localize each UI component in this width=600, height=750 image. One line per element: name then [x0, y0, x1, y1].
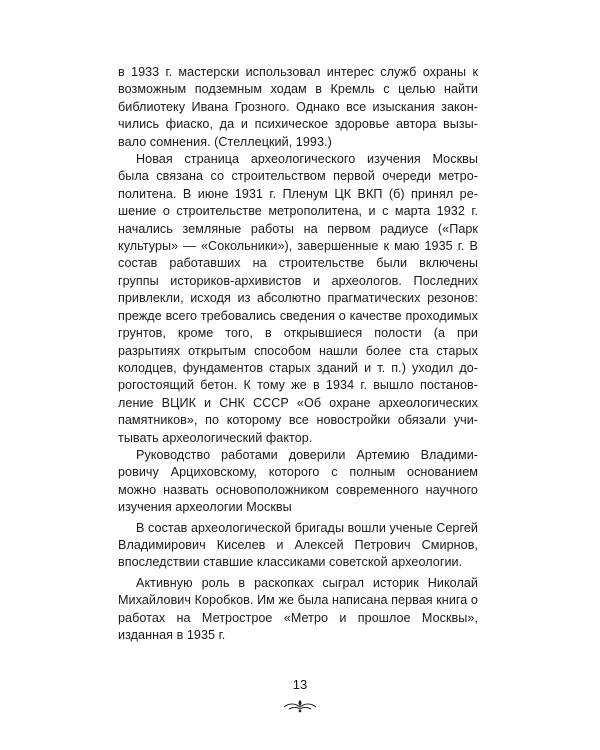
paragraph-5: Активную роль в раскопках сыграл историк Николай Михайлович Коробков. Им же была написана первая книга о работах на Метрострое «Метро и прошлое Москвы», изданная в 1935 г.: [118, 575, 478, 642]
flourish-ornament-icon: [281, 698, 319, 714]
paragraph-4: В состав археологической бригады вошли ученые Сергей Владимирович Киселев и Алексей Петрович Смирнов, впоследствии ставшие классиками советской археологии.: [118, 520, 478, 570]
page-body: [118, 64, 478, 644]
paragraph-1: в 1933 г. мастерски использовал интерес служб охраны к возможным подземным ходам в Кремль с целью найти библиотеку Ивана Грозного. Однако все изыскания закончились фиаско, да и психическое здоровье автора вызывало сомнения. (Стеллецкий, 1993.): [118, 65, 478, 149]
paragraph-2: Новая страница археологического изучения Москвы была связана со строительством первой очереди метрополитена. В июне 1931 г. Пленум ЦК ВКП (б) принял решение о строительстве метрополитена, и с марта 1932 г. начались земляные работы на первом радиусе («Парк культуры» — «Сокольники»), завершенные к маю 1935 г. В состав работавших на строительстве были включены группы историков-архивистов и археологов. Последних привлекли, исходя из абсолютно прагматических резонов: прежде всего требовались сведения о качестве проходимых грунтов, кроме того, в открывшиеся полости (а при разрытиях открытым способом нашли более ста старых колодцев, фундаментов старых зданий и т. п.) уходил дорогостоящий бетон. К тому же в 1934 г. вышло постановление ВЦИК и СНК СССР «Об охране археологических памятников», по которому все новостройки обязали учитывать археологический фактор.: [118, 152, 478, 445]
page-number: 13: [292, 677, 308, 692]
paragraph-3: Руководство работами доверили Артемию Владимировичу Арциховскому, которого с полным основанием можно назвать основоположником современного научного изучения археологии Москвы: [118, 447, 478, 515]
